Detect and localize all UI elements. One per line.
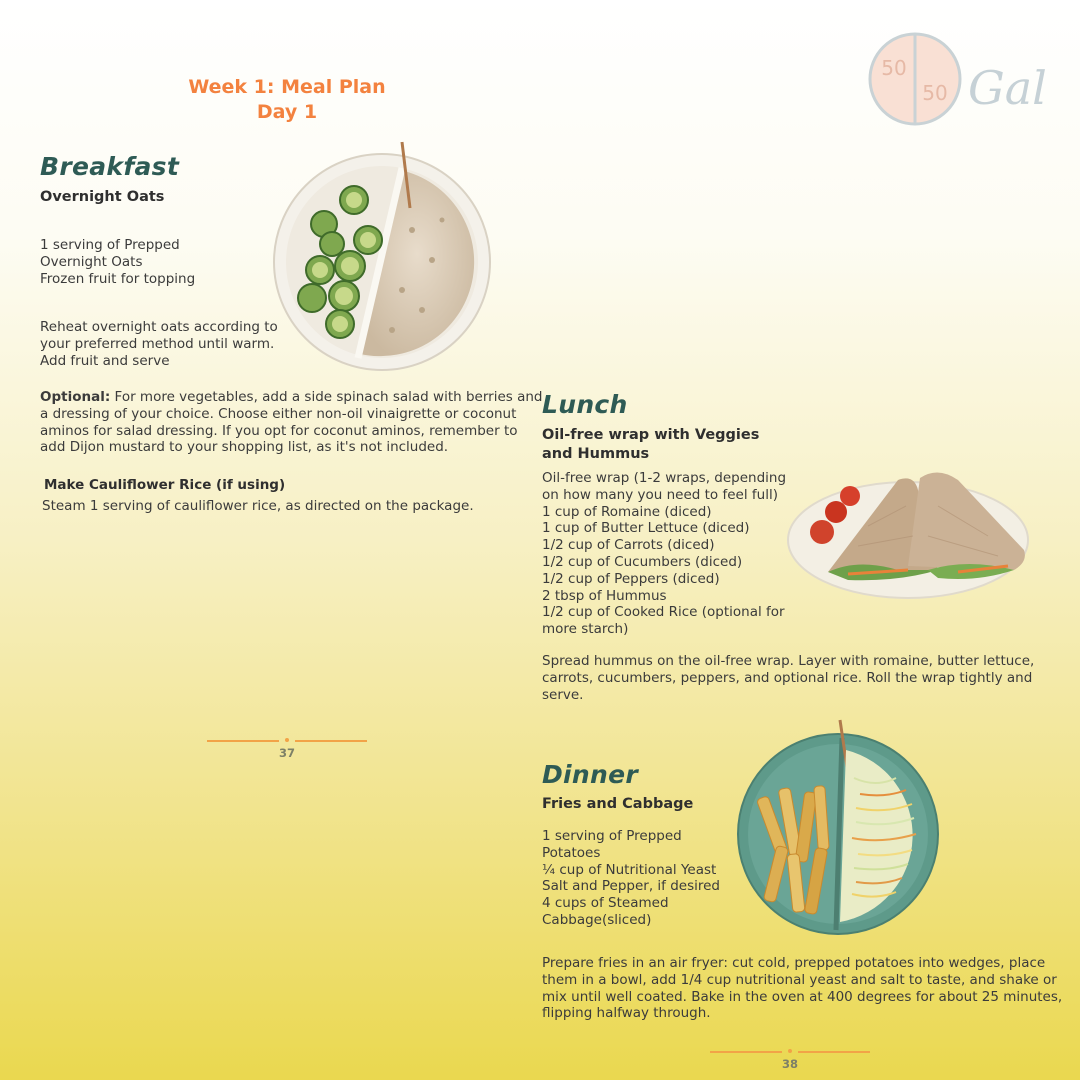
page-header — [170, 75, 404, 125]
ingredient-line: 1/2 cup of Cucumbers (diced) — [542, 553, 743, 570]
ingredient-line: 4 cups of Steamed — [542, 895, 669, 912]
divider-diamond — [285, 738, 289, 742]
ingredient-line: Salt and Pepper, if desired — [542, 878, 720, 895]
instruction-line: serve. — [542, 686, 584, 703]
breakfast-dish: Overnight Oats — [40, 189, 165, 205]
instruction-line: Spread hummus on the oil-free wrap. Layer with romaine, butter lettuce, — [542, 653, 1035, 669]
wrap-photo — [788, 466, 1032, 606]
ingredient-line: Frozen fruit for topping — [40, 270, 196, 287]
optional-line: a dressing of your choice. Choose either non-oil vinaigrette or coconut — [40, 405, 517, 422]
divider-rule — [207, 740, 279, 742]
instruction-line: mix until well coated. Bake in the oven at 400 degrees for about 25 minutes, — [542, 988, 1063, 1005]
page-number-right — [710, 1047, 870, 1077]
instruction-line: Reheat overnight oats according to — [40, 319, 278, 335]
lunch-ingredients — [542, 470, 786, 638]
lunch-dish: Oil-free wrap with Veggies and Hummus — [542, 427, 760, 462]
cauliflower-title: Make Cauliflower Rice (if using) — [44, 477, 286, 493]
ingredient-line: Oil-free wrap (1-2 wraps, depending — [542, 470, 787, 486]
page-number: 38 — [781, 1057, 798, 1071]
ingredient-line: 1 serving of Prepped — [542, 828, 682, 844]
ingredient-line: 1/2 cup of Peppers (diced) — [542, 570, 720, 587]
instruction-line: carrots, cucumbers, peppers, and optional rice. Roll the wrap tightly and — [542, 669, 1033, 686]
divider-rule — [798, 1051, 870, 1053]
lunch-title: Lunch — [542, 390, 628, 419]
ingredient-line: Overnight Oats — [40, 253, 143, 270]
divider-rule — [295, 740, 367, 742]
page-number: 37 — [278, 746, 295, 760]
fries-cabbage-photo — [736, 718, 946, 940]
instruction-line: your preferred method until warm. — [40, 335, 275, 352]
ingredient-line: ¼ cup of Nutritional Yeast — [542, 861, 717, 878]
dinner-ingredients — [542, 828, 720, 929]
ingredient-line: 1/2 cup of Cooked Rice (optional for — [542, 604, 785, 621]
divider-diamond — [788, 1049, 792, 1053]
header-title: Week 1: Meal Plan — [188, 76, 386, 98]
instruction-line: Add fruit and serve — [40, 352, 170, 369]
optional-line: For more vegetables, add a side spinach salad with berries and — [110, 389, 543, 405]
optional-line: aminos for salad dressing. If you opt for coconut aminos, remember to — [40, 422, 518, 439]
ingredient-line: on how many you need to feel full) — [542, 486, 778, 503]
divider-rule — [710, 1051, 782, 1053]
ingredient-line: Potatoes — [542, 844, 601, 861]
ingredient-line: 1 cup of Butter Lettuce (diced) — [542, 520, 750, 537]
svg-text:50: 50 — [922, 81, 948, 105]
overnight-oats-photo — [272, 140, 494, 376]
optional-label: Optional: — [40, 389, 111, 405]
optional-line: add Dijon mustard to your shopping list, as it's not included. — [40, 439, 449, 456]
ingredient-line: more starch) — [542, 621, 629, 638]
ingredient-line: Cabbage(sliced) — [542, 911, 652, 928]
breakfast-instructions — [40, 319, 278, 369]
lunch-instructions — [542, 653, 1034, 703]
svg-text:Gal: Gal — [968, 61, 1047, 115]
ingredient-line: 1/2 cup of Carrots (diced) — [542, 537, 715, 554]
dinner-instructions — [542, 955, 1062, 1022]
ingredient-line: 1 cup of Romaine (diced) — [542, 503, 712, 520]
cauliflower-text: Steam 1 serving of cauliflower rice, as directed on the package. — [42, 498, 474, 514]
page-number-left — [207, 736, 367, 766]
svg-text:50: 50 — [881, 56, 907, 80]
breakfast-title: Breakfast — [40, 152, 180, 181]
header-day: Day 1 — [256, 101, 318, 123]
dinner-dish: Fries and Cabbage — [542, 796, 694, 812]
instruction-line: them in a bowl, add 1/4 cup nutritional yeast and salt to taste, and shake or — [542, 971, 1057, 988]
dinner-title: Dinner — [542, 760, 639, 789]
instruction-line: flipping halfway through. — [542, 1005, 711, 1022]
breakfast-ingredients — [40, 237, 195, 287]
ingredient-line: 2 tbsp of Hummus — [542, 587, 667, 604]
ingredient-line: 1 serving of Prepped — [40, 237, 180, 253]
brand-logo — [868, 32, 1047, 128]
instruction-line: Prepare fries in an air fryer: cut cold, prepped potatoes into wedges, place — [542, 955, 1046, 971]
breakfast-optional — [40, 389, 542, 456]
